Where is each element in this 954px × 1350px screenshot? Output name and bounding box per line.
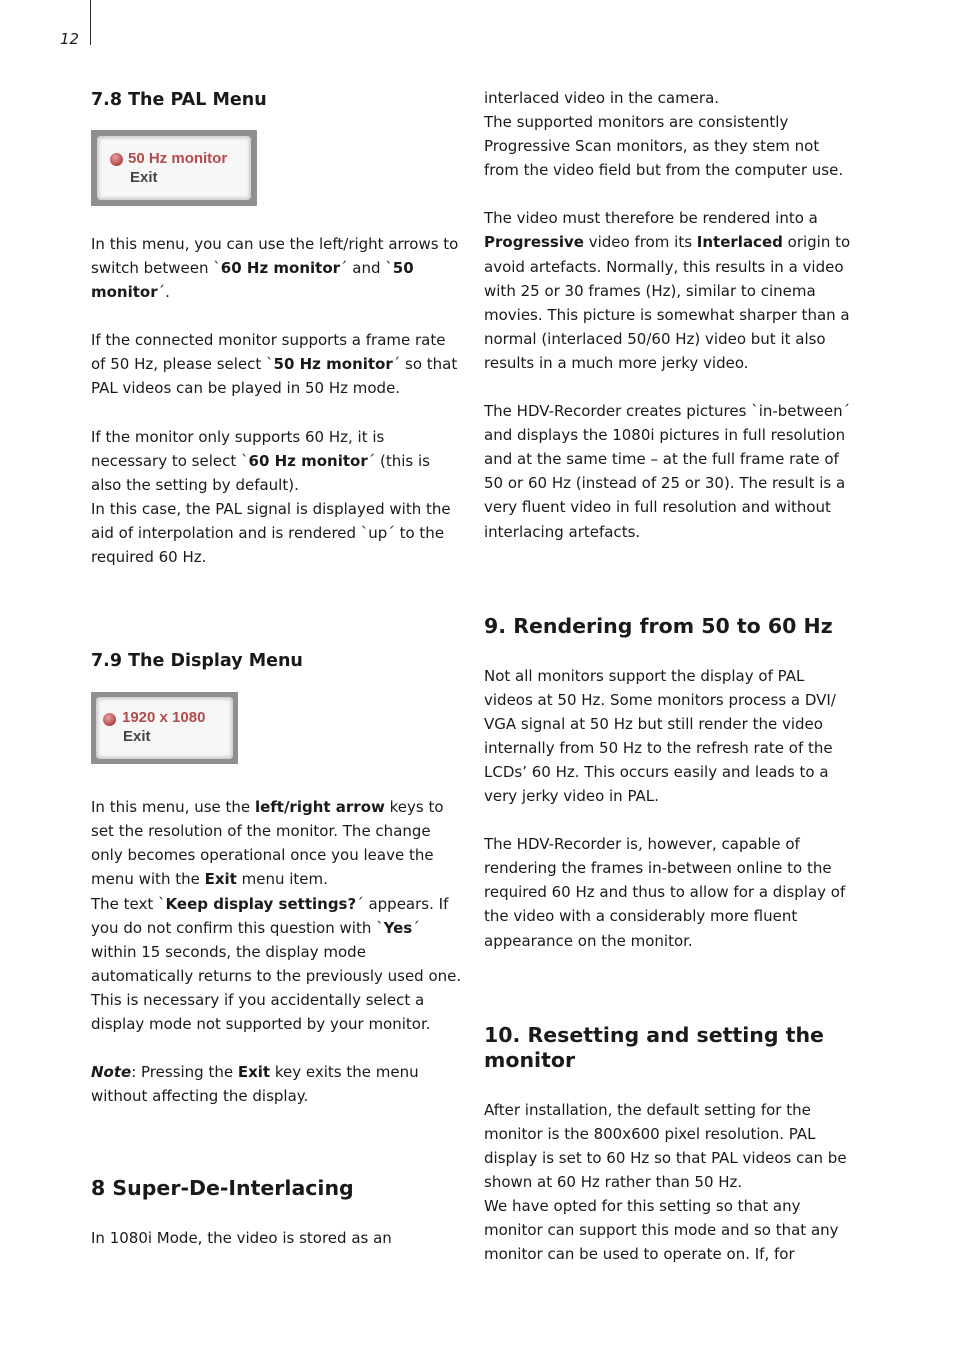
hdv-recorder-paragraph: The HDV-Recorder creates pictures `in-between´ and displays the 1080i pictures in full resolution and at the same time – at the full frame rate of 50 or 60 Hz (instead of 25 or 30). The result is a very fluent video in full resolution and without interlacing artefacts. xyxy=(484,402,851,541)
display-paragraph-2: The text `Keep display settings?´ appears. If you do not confirm this question with `Yes´ within 15 seconds, the display mode automatically returns to the previously used one. This is necessary if you accidentally select a display mode not supported by your monitor. xyxy=(91,894,462,1033)
left-column xyxy=(91,88,463,1250)
super-de-interlacing-heading: 8 Super-De-Interlacing xyxy=(91,1176,354,1201)
pal-menu-item-exit: Exit xyxy=(130,169,158,186)
pal-menu-item-50hz: 50 Hz monitor xyxy=(128,150,228,167)
display-menu-item-exit: Exit xyxy=(123,728,151,746)
rendering-paragraph: The video must therefore be rendered into a Progressive video from its Interlaced origin to avoid artefacts. Normally, this results in a video with 25 or 30 frames (Hz), similar to cinema movies. This picture is somewhat sharper than a normal (interlaced 50/60 Hz) video but it also results in a much more jerky video. xyxy=(484,209,851,372)
display-note: Note: Pressing the Exit key exits the menu without affecting the display. xyxy=(91,1063,419,1106)
resetting-paragraph-1: After installation, the default setting for the monitor is the 800x600 pixel resolution. PAL display is set to 60 Hz so that PAL videos can be shown at 60 Hz rather than 50 Hz. xyxy=(484,1100,847,1191)
monitors-paragraph: The supported monitors are consistently Progressive Scan monitors, as they stem not from the video field but from the computer use. xyxy=(484,113,844,180)
pal-menu-heading: 7.8 The PAL Menu xyxy=(91,90,267,110)
interlaced-paragraph-end: interlaced video in the camera. xyxy=(484,89,720,107)
rendering-paragraph-1: Not all monitors support the display of PAL videos at 50 Hz. Some monitors process a DVI/ VGA signal at 50 Hz but still render the video internally from 50 Hz to the refresh rate of the LCDs’ 60 Hz. This occurs easily and leads to a very jerky video in PAL. xyxy=(484,666,836,806)
right-column xyxy=(484,86,856,1266)
display-menu-item-resolution: 1920 x 1080 xyxy=(122,709,206,727)
pal-paragraph-3: If the monitor only supports 60 Hz, it is necessary to select `60 Hz monitor´ (this is also the setting by default). xyxy=(91,427,430,494)
page-number: 12 xyxy=(60,30,80,48)
pal-paragraph-4: In this case, the PAL signal is displayed with the aid of interpolation and is rendered `up´ to the required 60 Hz. xyxy=(91,499,451,567)
display-paragraph-1: In this menu, use the left/right arrow keys to set the resolution of the monitor. The change only becomes operational once you leave the menu with the Exit menu item. xyxy=(91,798,444,889)
pal-paragraph-1: In this menu, you can use the left/right arrows to switch between `60 Hz monitor´ and `50 monitor´. xyxy=(91,235,459,302)
display-menu-heading: 7.9 The Display Menu xyxy=(91,651,303,672)
rendering-paragraph-2: The HDV-Recorder is, however, capable of rendering the frames in-between online to the required 60 Hz and thus to allow for a display of the video with a considerably more fluent appearance on the monitor. xyxy=(484,835,846,950)
pal-menu-screenshot xyxy=(91,130,257,206)
resetting-heading: 10. Resetting and setting the monitor xyxy=(484,1022,824,1072)
pal-paragraph-2: If the connected monitor supports a frame rate of 50 Hz, please select `50 Hz monitor´ so that PAL videos can be played in 50 Hz mode. xyxy=(91,331,458,398)
rendering-heading: 9. Rendering from 50 to 60 Hz xyxy=(484,613,833,638)
display-menu-screenshot xyxy=(91,692,238,764)
margin-rule xyxy=(90,0,91,45)
selected-dot-icon xyxy=(110,153,123,166)
resetting-paragraph-2: We have opted for this setting so that any monitor can support this mode and so that any monitor can be used to operate on. If, for xyxy=(484,1197,839,1264)
super-de-interlacing-paragraph: In 1080i Mode, the video is stored as an xyxy=(91,1229,392,1248)
